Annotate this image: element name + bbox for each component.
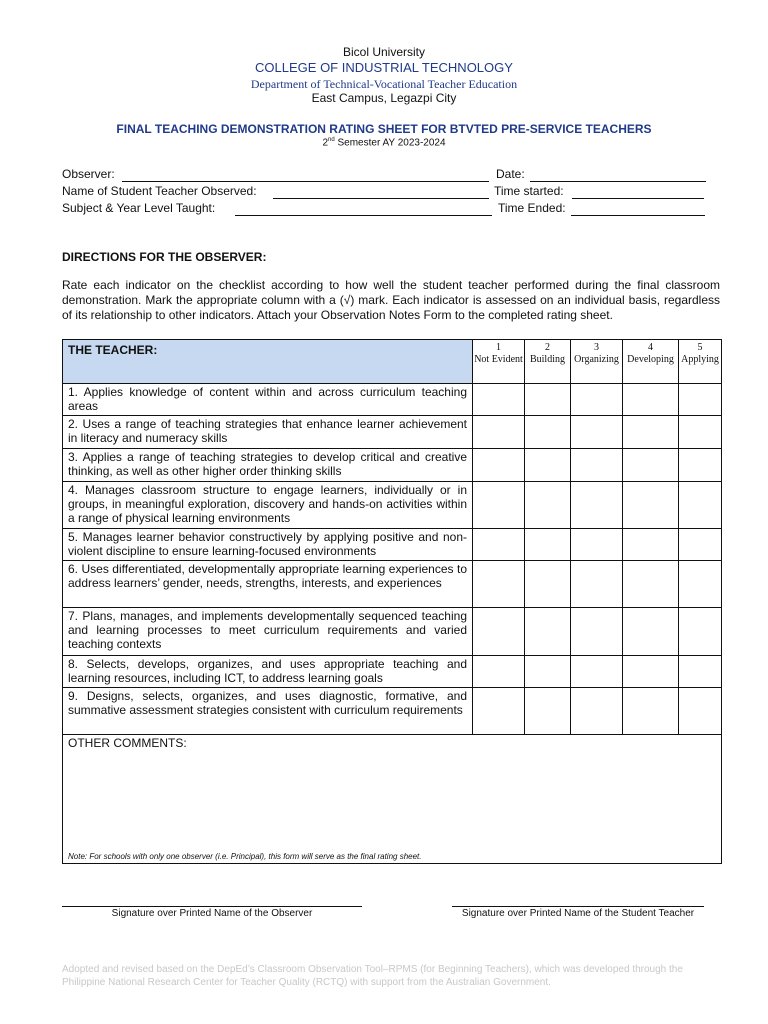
campus-name: East Campus, Legazpi City: [311, 91, 457, 105]
indicator-text: 7. Plans, manages, and implements developmentally sequenced teaching and learning processes to meet curriculum requirements and varied teaching contexts: [63, 608, 473, 656]
student-teacher-field[interactable]: [273, 197, 489, 199]
rating-cell-4[interactable]: [623, 416, 679, 449]
scale-number: 3: [594, 342, 599, 353]
scale-header-3: [571, 340, 623, 384]
table-row: [63, 656, 722, 688]
scale-label: Applying: [681, 354, 719, 365]
table-row: [63, 561, 722, 608]
time-started-field[interactable]: [572, 197, 704, 199]
table-row: [63, 449, 722, 482]
scale-header-4: [623, 340, 679, 384]
student-teacher-signature-line[interactable]: [452, 906, 704, 907]
scale-label: Organizing: [574, 354, 619, 365]
indicator-text: 1. Applies knowledge of content within and across curriculum teaching areas: [63, 384, 473, 416]
rating-cell-2[interactable]: [525, 656, 571, 688]
scale-number: 5: [697, 342, 703, 353]
rating-cell-5[interactable]: [679, 384, 722, 416]
rating-cell-4[interactable]: [623, 384, 679, 416]
rating-cell-2[interactable]: [525, 384, 571, 416]
rating-cell-2[interactable]: [525, 688, 571, 735]
time-started-label: Time started:: [494, 184, 564, 198]
indicator-text: 3. Applies a range of teaching strategies to develop critical and creative thinking, as well as other higher order thinking skills: [63, 449, 473, 482]
rating-cell-4[interactable]: [623, 608, 679, 656]
rating-cell-3[interactable]: [571, 384, 623, 416]
rating-cell-4[interactable]: [623, 529, 679, 561]
indicator-text: 5. Manages learner behavior constructively by applying positive and non-violent discipline to ensure learning-focused environments: [63, 529, 473, 561]
scale-header-5: [679, 340, 722, 384]
form-title: FINAL TEACHING DEMONSTRATION RATING SHEET FOR BTVTED PRE-SERVICE TEACHERS: [116, 122, 652, 136]
rating-cell-5[interactable]: [679, 482, 722, 529]
college-name: COLLEGE OF INDUSTRIAL TECHNOLOGY: [255, 60, 513, 75]
table-header-row: [63, 340, 722, 384]
date-label: Date:: [496, 167, 525, 181]
rating-cell-3[interactable]: [571, 449, 623, 482]
rating-cell-4[interactable]: [623, 688, 679, 735]
rating-cell-2[interactable]: [525, 529, 571, 561]
scale-header-1: [473, 340, 525, 384]
scale-number: 4: [648, 342, 653, 353]
rating-cell-1[interactable]: [473, 656, 525, 688]
indicator-text: 6. Uses differentiated, developmentally appropriate learning experiences to address learners’ gender, needs, strengths, interests, and experiences: [63, 561, 473, 608]
rating-cell-2[interactable]: [525, 416, 571, 449]
table-row: [63, 688, 722, 735]
rating-cell-5[interactable]: [679, 416, 722, 449]
rating-cell-2[interactable]: [525, 449, 571, 482]
rating-cell-2[interactable]: [525, 608, 571, 656]
rating-cell-5[interactable]: [679, 561, 722, 608]
rating-cell-1[interactable]: [473, 529, 525, 561]
rating-cell-5[interactable]: [679, 688, 722, 735]
other-comments-label: OTHER COMMENTS:: [68, 736, 187, 750]
table-row: [63, 529, 722, 561]
directions-text: Rate each indicator on the checklist according to how well the student teacher performed during the final classroom demonstration. Mark the appropriate column with a (√) mark. Each indicator is assessed on an individual basis, regardless of its relationship to other indicators. Attach your Observation Notes Form to the completed rating sheet.: [62, 278, 720, 322]
subject-label: Subject & Year Level Taught:: [62, 201, 216, 215]
semester-text: Semester AY 2023-2024: [334, 137, 446, 149]
rating-cell-4[interactable]: [623, 656, 679, 688]
comments-row: [63, 735, 722, 864]
footer-note: Adopted and revised based on the DepEd’s Classroom Observation Tool–RPMS (for Beginning Teachers), which was developed through the Philippine National Research Center for Teacher Quality (RCTQ) with support from the Australian Government.: [62, 964, 683, 988]
indicator-text: 9. Designs, selects, organizes, and uses diagnostic, formative, and summative assessment strategies consistent with curriculum requirements: [63, 688, 473, 735]
scale-header-2: [525, 340, 571, 384]
rating-cell-3[interactable]: [571, 416, 623, 449]
rating-cell-3[interactable]: [571, 656, 623, 688]
observer-signature-label: Signature over Printed Name of the Observer: [111, 908, 313, 919]
scale-label: Building: [529, 354, 565, 365]
rating-cell-3[interactable]: [571, 688, 623, 735]
table-row: [63, 482, 722, 529]
teacher-header: THE TEACHER:: [63, 340, 473, 384]
rating-cell-1[interactable]: [473, 416, 525, 449]
rating-cell-3[interactable]: [571, 529, 623, 561]
semester-number: 2: [322, 137, 329, 149]
department-name: Department of Technical-Vocational Teacher Education: [250, 77, 518, 91]
rating-cell-2[interactable]: [525, 561, 571, 608]
rating-cell-5[interactable]: [679, 608, 722, 656]
rating-cell-4[interactable]: [623, 482, 679, 529]
rating-cell-1[interactable]: [473, 561, 525, 608]
observer-field[interactable]: [122, 180, 489, 182]
observer-signature-line[interactable]: [62, 906, 362, 907]
student-teacher-label: Name of Student Teacher Observed:: [62, 184, 257, 198]
scale-number: 2: [545, 342, 550, 353]
observer-label: Observer:: [62, 167, 115, 181]
rating-cell-2[interactable]: [525, 482, 571, 529]
table-row: [63, 608, 722, 656]
rating-cell-3[interactable]: [571, 561, 623, 608]
rating-cell-5[interactable]: [679, 449, 722, 482]
rating-cell-5[interactable]: [679, 529, 722, 561]
scale-label: Developing: [627, 354, 674, 365]
semester-line: [0, 137, 768, 148]
directions-heading: DIRECTIONS FOR THE OBSERVER:: [62, 250, 267, 264]
time-ended-label: Time Ended:: [498, 201, 566, 215]
rating-cell-5[interactable]: [679, 656, 722, 688]
other-comments-box[interactable]: [63, 735, 722, 864]
university-name: Bicol University: [342, 45, 426, 59]
table-row: [63, 416, 722, 449]
rating-cell-3[interactable]: [571, 482, 623, 529]
rating-cell-1[interactable]: [473, 482, 525, 529]
rating-cell-4[interactable]: [623, 449, 679, 482]
rating-cell-4[interactable]: [623, 561, 679, 608]
rating-cell-1[interactable]: [473, 449, 525, 482]
indicator-text: 2. Uses a range of teaching strategies that enhance learner achievement in literacy and numeracy skills: [63, 416, 473, 449]
indicator-text: 8. Selects, develops, organizes, and uses appropriate teaching and learning resources, including ICT, to address learning goals: [63, 656, 473, 688]
indicator-text: 4. Manages classroom structure to engage learners, individually or in groups, in meaningful exploration, discovery and hands-on activities within a range of physical learning environments: [63, 482, 473, 529]
scale-label: Not Evident: [474, 354, 523, 365]
date-field[interactable]: [530, 180, 706, 182]
form-note: Note: For schools with only one observer (i.e. Principal), this form will serve as the final rating sheet.: [68, 852, 422, 861]
rating-cell-1[interactable]: [473, 688, 525, 735]
rating-cell-1[interactable]: [473, 608, 525, 656]
student-teacher-signature-label: Signature over Printed Name of the Student Teacher: [461, 908, 695, 919]
rating-cell-3[interactable]: [571, 608, 623, 656]
scale-number: 1: [496, 342, 501, 353]
rating-table: [62, 339, 722, 864]
subject-field[interactable]: [235, 214, 492, 216]
time-ended-field[interactable]: [571, 214, 705, 216]
semester-suffix: nd: [328, 137, 335, 143]
rating-cell-1[interactable]: [473, 384, 525, 416]
table-row: [63, 384, 722, 416]
